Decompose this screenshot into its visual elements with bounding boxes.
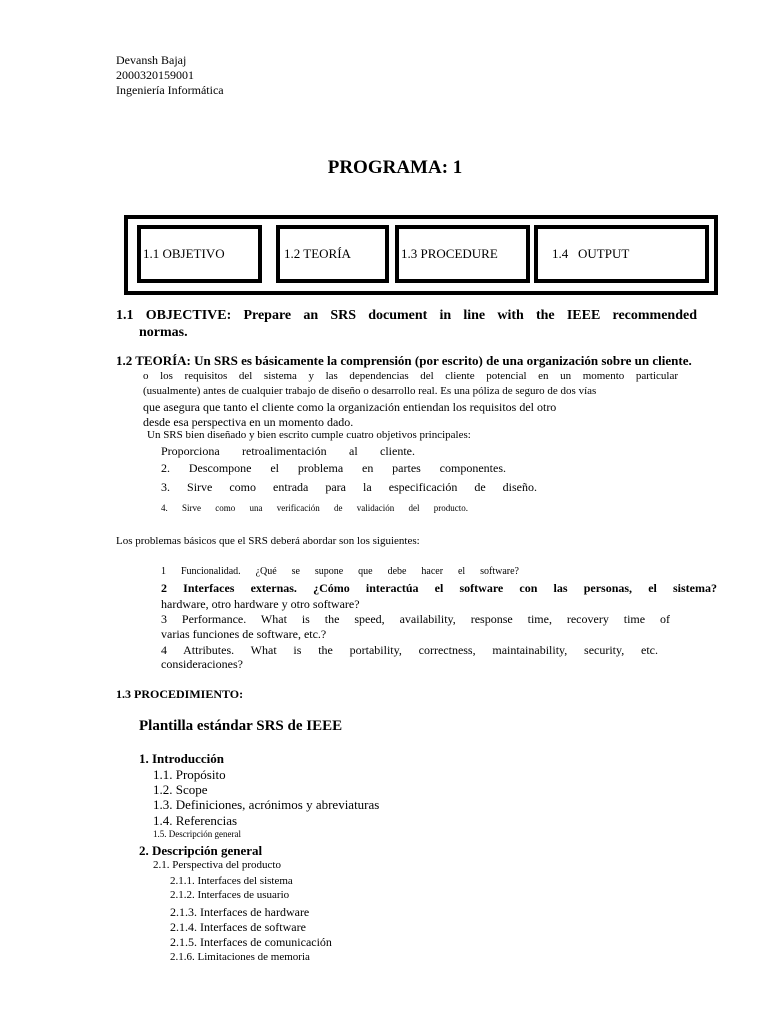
- toc-item: 2.1.3. Interfaces de hardware: [170, 905, 310, 919]
- toc-item: 1.3. Definiciones, acrónimos y abreviaturas: [153, 797, 380, 812]
- header-box-output: [534, 225, 709, 283]
- header-box-label: 1.2 TEORÍA: [284, 246, 351, 261]
- header-box-label: 1.1 OBJETIVO: [143, 246, 225, 261]
- template-title: Plantilla estándar SRS de IEEE: [139, 718, 343, 734]
- header-box-label: 1.4 OUTPUT: [552, 246, 630, 261]
- author-department: Ingeniería Informática: [116, 83, 224, 97]
- author-name: Devansh Bajaj: [116, 53, 187, 67]
- header-box-procedure: [395, 225, 530, 283]
- problem-item-2-cont: hardware, otro hardware y otro software?: [161, 597, 360, 611]
- toc-item: 1.2. Scope: [153, 782, 208, 797]
- theory-line: (usualmente) antes de cualquier trabajo de diseño o desarrollo real. Es una póliza de seguro de dos vías: [143, 385, 597, 397]
- objective-line-2: normas.: [139, 325, 188, 340]
- toc-item: 2.1.5. Interfaces de comunicación: [170, 935, 332, 949]
- header-box-objetivo: [137, 225, 262, 283]
- problem-item-2: 2 Interfaces externas. ¿Cómo interactúa el software con las personas, el sistema?: [161, 581, 717, 595]
- problem-item-4-cont: consideraciones?: [161, 657, 243, 671]
- procedure-heading: 1.3 PROCEDIMIENTO:: [116, 687, 244, 701]
- theory-line: o los requisitos del sistema y las dependencias del cliente potencial en un momento particular: [143, 370, 678, 382]
- theory-goal-3: 3. Sirve como entrada para la especificación de diseño.: [161, 480, 537, 494]
- objective-line-1: 1.1 OBJECTIVE: Prepare an SRS document in line with the IEEE recommended: [116, 308, 697, 323]
- problem-item-4: 4 Attributes. What is the portability, correctness, maintainability, security, etc.: [161, 643, 658, 657]
- toc-item: 2.1. Perspectiva del producto: [153, 859, 281, 871]
- theory-goal-1: Proporciona retroalimentación al cliente.: [161, 444, 415, 458]
- toc-item: 1.5. Descripción general: [153, 829, 241, 839]
- toc-item: 2.1.4. Interfaces de software: [170, 920, 306, 934]
- toc-item: 2.1.6. Limitaciones de memoria: [170, 951, 310, 963]
- theory-line: desde esa perspectiva en un momento dado.: [143, 415, 354, 429]
- theory-goal-4: 4. Sirve como una verificación de validación del producto.: [161, 503, 468, 513]
- toc-item: 2.1.2. Interfaces de usuario: [170, 889, 290, 901]
- problem-item-1: 1 Funcionalidad. ¿Qué se supone que debe hacer el software?: [161, 566, 519, 577]
- toc-descripcion-general: 2. Descripción general: [139, 843, 263, 858]
- problem-item-3: 3 Performance. What is the speed, availability, response time, recovery time of: [161, 612, 670, 626]
- problems-intro: Los problemas básicos que el SRS deberá abordar son los siguientes:: [116, 535, 420, 547]
- header-box-teoria: [276, 225, 389, 283]
- problem-item-3-cont: varias funciones de software, etc.?: [161, 627, 327, 641]
- theory-intro: Un SRS bien diseñado y bien escrito cumple cuatro objetivos principales:: [147, 429, 471, 441]
- toc-introduccion: 1. Introducción: [139, 751, 224, 766]
- theory-line: que asegura que tanto el cliente como la organización entiendan los requisitos del otro: [143, 400, 557, 414]
- theory-heading: 1.2 TEORÍA: Un SRS es básicamente la comprensión (por escrito) de una organización sobre un cliente.: [116, 353, 692, 368]
- theory-goal-2: 2. Descompone el problema en partes componentes.: [161, 461, 506, 475]
- page-title: PROGRAMA: 1: [327, 157, 463, 178]
- toc-item: 1.4. Referencias: [153, 813, 238, 828]
- author-id: 2000320159001: [116, 68, 194, 82]
- header-box-label: 1.3 PROCEDURE: [401, 246, 498, 261]
- toc-item: 2.1.1. Interfaces del sistema: [170, 875, 293, 887]
- toc-item: 1.1. Propósito: [153, 767, 226, 782]
